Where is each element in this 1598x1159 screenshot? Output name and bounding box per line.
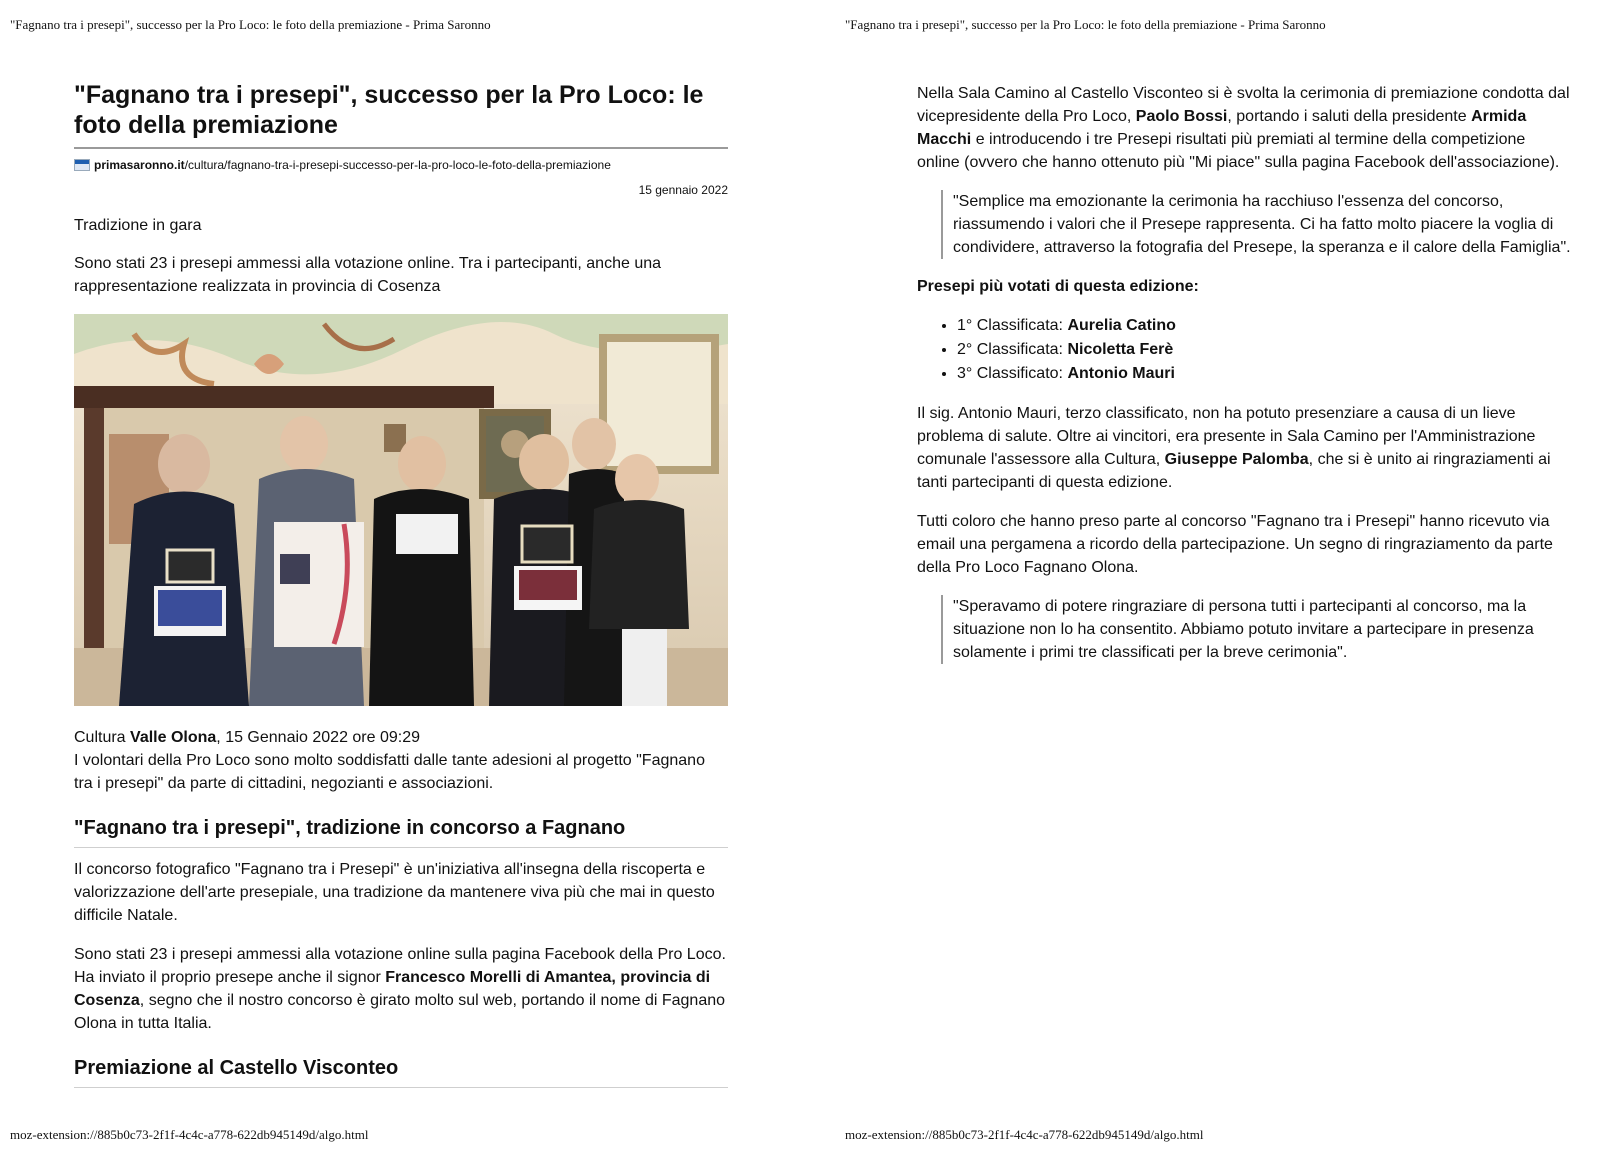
section1-paragraph-2: [74, 943, 728, 1035]
print-footer: moz-extension://885b0c73-2f1f-4c4c-a778-622db945149d/algo.html: [10, 1127, 369, 1142]
article-title: "Fagnano tra i presepi", successo per la Pro Loco: le foto della premiazione: [74, 80, 728, 149]
photo-illustration: [74, 314, 728, 706]
winner-name: Antonio Mauri: [1067, 365, 1175, 382]
article-photo: [74, 314, 728, 706]
section-heading-2: Premiazione al Castello Visconteo: [74, 1055, 728, 1088]
bold-run: Paolo Bossi: [1135, 108, 1228, 125]
mauri-paragraph: [917, 402, 1572, 494]
quote-1: "Semplice ma emozionante la cerimonia ha racchiuso l'essenza del concorso, riassumendo i valori che il Presepe rappresenta. Ci ha fatto molto piacere la voglia di condividere, attraverso la fotografia del Presepe, la speranza e il calore della Famiglia".: [941, 190, 1572, 259]
text-run: , che si è unito ai ringraziamenti ai tanti partecipanti di questa edizione.: [917, 451, 1551, 491]
bold-run: Armida Macchi: [917, 108, 1527, 148]
list-item: [957, 314, 1572, 338]
ceremony-paragraph: [917, 82, 1572, 174]
section-heading-1: "Fagnano tra i presepi", tradizione in concorso a Fagnano: [74, 815, 728, 848]
print-header: "Fagnano tra i presepi", successo per la Pro Loco: le foto della premiazione - Prima Saronno: [10, 17, 491, 32]
bold-run: Francesco Morelli di Amantea, provincia di Cosenza: [74, 969, 711, 1009]
source-link[interactable]: [74, 155, 728, 175]
winner-rank: 1° Classificata:: [957, 317, 1068, 334]
winner-name: Aurelia Catino: [1067, 317, 1176, 334]
winners-heading: Presepi più votati di questa edizione:: [917, 278, 1199, 295]
article-column-2: [917, 82, 1572, 680]
source-path[interactable]: /cultura/fagnano-tra-i-presepi-successo-per-la-pro-loco-le-foto-della-premiazione: [184, 158, 611, 172]
article-date: 15 gennaio 2022: [638, 183, 728, 197]
list-item: [957, 338, 1572, 362]
source-domain[interactable]: primasaronno.it: [94, 158, 185, 172]
winner-rank: 3° Classificato:: [957, 365, 1068, 382]
print-page-2: [845, 0, 1598, 1159]
article-kicker: Tradizione in gara: [74, 217, 202, 234]
list-item: [957, 362, 1572, 386]
site-favicon-icon: [74, 159, 90, 171]
print-footer: moz-extension://885b0c73-2f1f-4c4c-a778-622db945149d/algo.html: [845, 1127, 1204, 1142]
text-run: , portando i saluti della presidente: [1227, 108, 1472, 125]
winners-list: [917, 314, 1572, 386]
winner-name: Nicoletta Ferè: [1067, 341, 1174, 358]
bold-run: Giuseppe Palomba: [1164, 451, 1309, 468]
quote-2: "Speravamo di potere ringraziare di persona tutti i partecipanti al concorso, ma la situazione non lo ha consentito. Abbiamo potuto invitare a partecipare in presenza solamente i primi tre classificati per la breve cerimonia".: [941, 595, 1572, 664]
text-run: Nella Sala Camino al Castello Visconteo si è svolta la cerimonia di premiazione condotta dal vicepresidente della Pro Loco,: [917, 85, 1570, 125]
pergamena-paragraph: Tutti coloro che hanno preso parte al concorso "Fagnano tra i Presepi" hanno ricevuto via email una pergamena a ricordo della partecipazione. Un segno di ringraziamento da parte della Pro Loco Fagnano Olona.: [917, 513, 1553, 576]
article-intro: I volontari della Pro Loco sono molto soddisfatti dalle tante adesioni al progetto "Fagnano tra i presepi" da parte di cittadini, negozianti e associazioni.: [74, 752, 705, 792]
article-column-1: [74, 80, 728, 1098]
section1-paragraph-1: Il concorso fotografico "Fagnano tra i Presepi" è un'iniziativa all'insegna della riscoperta e valorizzazione dell'arte presepiale, una tradizione da mantenere viva più che mai in questo difficile Natale.: [74, 861, 715, 924]
meta-datetime: , 15 Gennaio 2022 ore 09:29: [216, 729, 421, 746]
article-meta: [74, 726, 728, 749]
print-header: "Fagnano tra i presepi", successo per la Pro Loco: le foto della premiazione - Prima Saronno: [845, 17, 1326, 32]
meta-place[interactable]: Valle Olona: [130, 729, 217, 746]
meta-category: Cultura: [74, 729, 126, 746]
text-run: e introducendo i tre Presepi risultati più premiati al termine della competizione online (ovvero che hanno ottenuto più "Mi piace" sulla pagina Facebook dell'associazione).: [917, 131, 1560, 171]
article-summary: Sono stati 23 i presepi ammessi alla votazione online. Tra i partecipanti, anche una rappresentazione realizzata in provincia di Cosenza: [74, 255, 662, 295]
winner-rank: 2° Classificata:: [957, 341, 1068, 358]
text-run: Sono stati 23 i presepi ammessi alla votazione online sulla pagina Facebook della Pro Loco. Ha inviato il proprio presepe anche il signor: [74, 946, 726, 986]
text-run: , segno che il nostro concorso è girato molto sul web, portando il nome di Fagnano Olona in tutta Italia.: [74, 992, 726, 1032]
text-run: Il sig. Antonio Mauri, terzo classificato, non ha potuto presenziare a causa di un lieve problema di salute. Oltre ai vincitori, era presente in Sala Camino per l'Amministrazione comunale l'assessore alla Cultura,: [917, 405, 1536, 468]
